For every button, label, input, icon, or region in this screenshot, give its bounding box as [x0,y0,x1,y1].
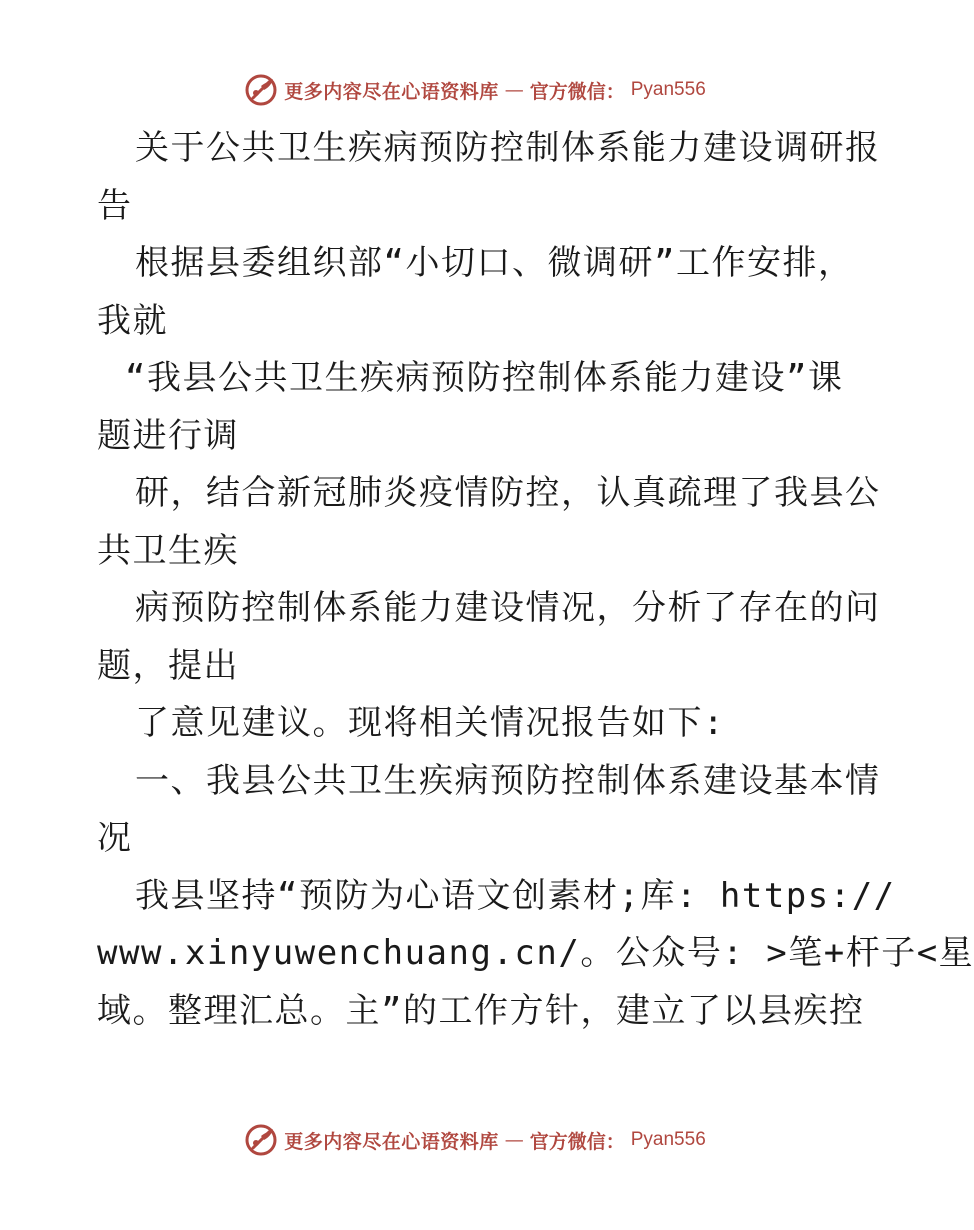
paragraph-line: 域。整理汇总。主”的工作方针，建立了以县疾控 [97,990,865,1031]
paragraph-line: 了意见建议。现将相关情况报告如下: [135,703,725,743]
watermark-dash: — [504,1129,524,1151]
watermark-footer [0,1120,950,1160]
paragraph-line: 共卫生疾 [97,530,239,571]
paragraph-line: 题进行调 [97,415,239,456]
watermark-wechat-label: 官方微信： [529,80,625,103]
paragraph-line: 根据县委组织部“小切口、微调研”工作安排， [135,243,854,283]
paragraph-line: 题，提出 [97,645,239,686]
document-title-line-2: 告 [97,185,133,226]
watermark-dash: — [504,79,524,101]
document-body [97,120,974,1040]
watermark-wechat-label: 官方微信： [529,1130,625,1153]
section-heading-line: 一、我县公共卫生疾病预防控制体系建设基本情 [135,760,881,801]
watermark-site-text: 更多内容尽在心语资料库 [284,1130,499,1153]
section-heading-line: 况 [97,818,133,858]
paragraph-line: 研，结合新冠肺炎疫情防控，认真疏理了我县公 [135,473,881,513]
paragraph-line: 我县坚持“预防为心语文创素材;库: https:// [135,875,896,916]
paragraph-line: “我县公共卫生疾病预防控制体系能力建设”课 [125,358,844,398]
watermark-site-text: 更多内容尽在心语资料库 [284,80,499,103]
paragraph-line: 我就 [97,300,168,341]
paragraph-line: 病预防控制体系能力建设情况，分析了存在的问 [135,588,881,628]
quill-logo-icon [244,1123,278,1157]
watermark-wechat-id: Pyan556 [630,79,706,100]
paragraph-line: www.xinyuwenchuang.cn/。公众号: >笔+杆子<星 [97,933,974,973]
quill-logo-icon [244,73,278,107]
document-title-line-1: 关于公共卫生疾病预防控制体系能力建设调研报 [135,128,881,168]
watermark-wechat-id: Pyan556 [630,1129,706,1150]
watermark-header [0,70,950,110]
